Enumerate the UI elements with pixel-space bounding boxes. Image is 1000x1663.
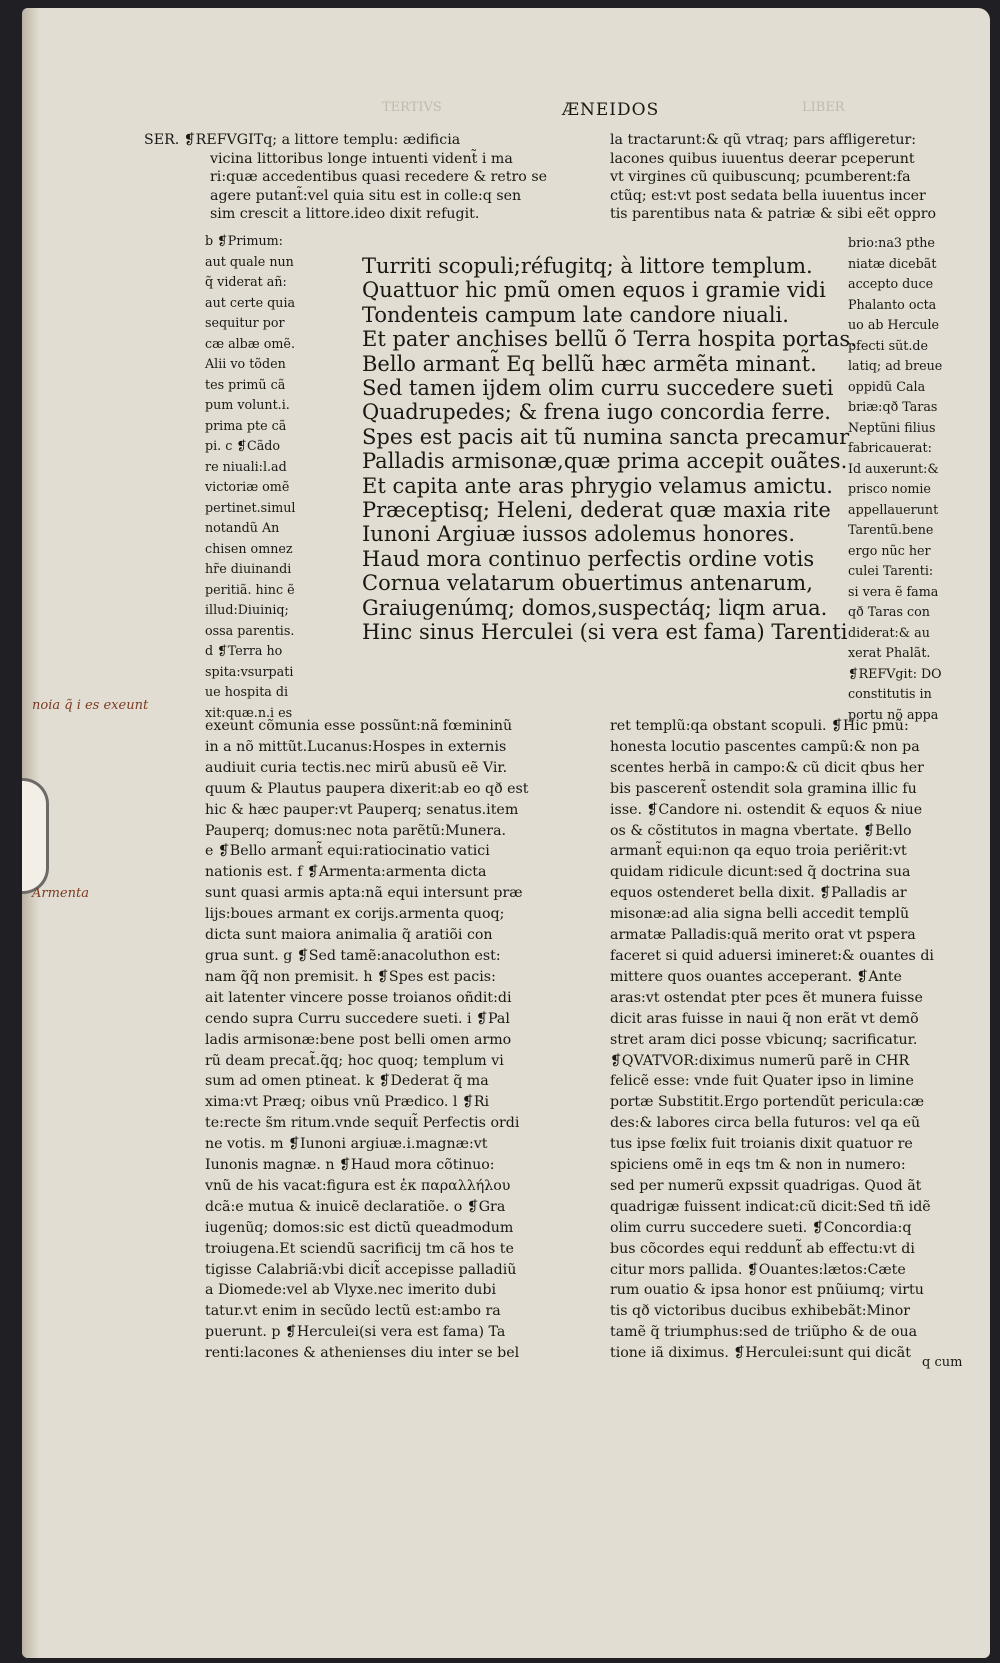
commentary-line: bis pascerent̃ ostendit sola gramina illic fu: [610, 780, 917, 797]
gloss-line: sequitur por: [205, 315, 285, 330]
commentary-line: ctũq; est:vt post sedata bella iuuentus incer: [610, 187, 926, 204]
commentary-line: equos ostenderet bella dixit. ❡Palladis ar: [610, 885, 907, 902]
commentary-line: tus ipse fœlix fuit troianis dixit quatuor re: [610, 1136, 913, 1153]
verse-line: Et capita ante aras phrygio velamus amictu.: [362, 473, 833, 498]
commentary-line: sum ad omen ptineat. k ❡Dederat q̃ ma: [205, 1073, 489, 1090]
commentary-line: vnũ de his vacat:figura est ἐκ παραλλήλου: [205, 1177, 511, 1194]
handwritten-note-upper: noia q̃ i es exeunt: [32, 698, 149, 713]
gloss-line: hr̃e diuinandi: [205, 561, 292, 576]
verse-line: Haud mora continuo perfectis ordine votis: [362, 546, 815, 571]
gloss-line: portu nõ appa: [848, 706, 939, 722]
gloss-line: oppidũ Cala: [848, 378, 926, 394]
commentary-top-right: [610, 131, 980, 224]
commentary-line: portæ Substitit.Ergo portendũt pericula:cæ: [610, 1094, 925, 1111]
commentary-line: exeunt cõmunia esse possũnt:nã fœmininũ: [205, 718, 513, 734]
commentary-line: sed per numerũ expssit quadrigas. Quod ãt: [610, 1177, 922, 1194]
commentary-line: a Diomede:vel ab Vlyxe.nec imerito dubi: [205, 1282, 497, 1299]
commentary-line: troiugena.Et sciendũ sacrificij tm cã hos te: [205, 1240, 514, 1257]
gloss-line: aut certe quia: [205, 294, 296, 310]
commentary-line: puerunt. p ❡Herculei(si vera est fama) Ta: [205, 1324, 506, 1341]
handwritten-note-lower: Armenta: [32, 886, 89, 901]
gloss-line: prisco nomie: [848, 481, 931, 496]
gloss-line: notandũ An: [205, 520, 280, 535]
gloss-line: illud:Diuiniq;: [205, 602, 289, 617]
commentary-line: xima:vt Præq; oibus vnũ Prædico. l ❡Ri: [205, 1094, 490, 1111]
book-page: [22, 8, 990, 1658]
catchword: q cum: [922, 1355, 963, 1370]
verse-line: Quattuor hic pmũ omen equos i gramie vidi: [362, 278, 826, 303]
gloss-line: briæ:qð Taras: [848, 399, 938, 414]
gloss-line: pfecti sũt.de: [848, 337, 929, 353]
commentary-line: renti:lacones & athenienses diu inter se bel: [205, 1345, 520, 1362]
commentary-line: spiciens omẽ in eqs tm & non in numero:: [610, 1157, 906, 1174]
commentary-line: des:& labores circa bella futuros: vel qa eũ: [610, 1115, 921, 1132]
commentary-line: bus cõcordes equi reddunt̃ ab effectu:vt di: [610, 1240, 915, 1257]
verse-block: [362, 254, 857, 645]
gloss-line: culei Tarenti:: [848, 563, 934, 578]
gloss-line: ue hospita di: [205, 684, 289, 699]
commentary-line: lijs:boues armant ex corijs.armenta quoq;: [205, 906, 505, 923]
commentary-line: scentes herbã in campo:& cũ dicit qbus her: [610, 759, 924, 776]
commentary-line: mittere quos ouantes acceperant. ❡Ante: [610, 968, 902, 985]
commentary-line: vt virgines cũ quibuscunq; pcumberent:fa: [610, 169, 911, 186]
gloss-line: Id auxerunt:&: [848, 460, 939, 476]
commentary-line: dicit aras fuisse in naui q̃ non erãt vt demõ: [610, 1010, 919, 1027]
gloss-line: qð Taras con: [848, 604, 930, 619]
commentary-line: olim curru succedere sueti. ❡Concordia:q: [610, 1219, 912, 1236]
commentary-line: tamẽ q̃ triumphus:sed de triũpho & de oua: [610, 1324, 918, 1341]
gloss-line: victoriæ omẽ: [205, 479, 290, 494]
commentary-line: honesta locutio pascentes campũ:& non pa: [610, 738, 920, 755]
commentary-line: tatur.vt enim in secũdo lectũ est:ambo ra: [205, 1303, 501, 1320]
commentary-line: e ❡Bello armant̃ equi:ratiocinatio vatici: [205, 843, 490, 860]
gloss-line: xerat Phalãt.: [848, 645, 931, 660]
gloss-line: cæ albæ omẽ.: [205, 335, 295, 351]
commentary-line: Iunonis magnæ. n ❡Haud mora cõtinuo:: [205, 1157, 495, 1174]
commentary-line: rũ deam precat̃.q̃q; hoc quoq; templum vi: [205, 1052, 504, 1069]
commentary-line: SER. ❡REFVGITq; a littore templu: ædificia: [144, 132, 461, 148]
gloss-line: ergo nũc her: [848, 542, 931, 558]
commentary-line: sim crescit a littore.ideo dixit refugit.: [210, 206, 480, 223]
gloss-line: pertinet.simul: [205, 499, 296, 515]
gloss-line: Neptũni filius: [848, 419, 936, 435]
gloss-line: spita:vsurpati: [205, 663, 294, 679]
show-through-header-left: TERTIVS: [382, 100, 442, 115]
commentary-line: in a nõ mittũt.Lucanus:Hospes in externis: [205, 738, 507, 755]
verse-line: Quadrupedes; & frena iugo concordia ferre.: [362, 400, 831, 425]
commentary-line: hic & hæc pauper:vt Pauperq; senatus.item: [205, 801, 519, 818]
gloss-line: Tarentũ.bene: [848, 522, 934, 537]
commentary-line: armant̃ equi:non qa equo troia periẽrit:vt: [610, 843, 907, 860]
gloss-line: pum volunt.i.: [205, 397, 290, 412]
commentary-line: armatæ Palladis:quã merito orat vt pspera: [610, 927, 916, 944]
commentary-line: stret aram dici posse vbicunq; sacrificatur.: [610, 1031, 918, 1048]
commentary-line: la tractarunt:& qũ vtraq; pars affligeretur:: [610, 132, 917, 148]
gloss-line: q̃ viderat añ:: [205, 274, 287, 289]
commentary-line: ❡QVATVOR:diximus numerũ parẽ in CHR: [610, 1052, 910, 1069]
running-header: ÆNEIDOS: [562, 100, 660, 120]
verse-line: Sed tamen ijdem olim curru succedere sueti: [362, 376, 834, 401]
commentary-line: ret templũ:qa obstant scopuli. ❡Hic pmũ:: [610, 718, 909, 734]
commentary-line: faceret si quid aduersi imineret:& ouantes di: [610, 947, 934, 964]
commentary-bottom-right: [610, 716, 985, 1364]
gloss-line: re niuali:l.ad: [205, 458, 287, 474]
gloss-line: appellauerunt: [848, 501, 939, 517]
gloss-line: pi. c ❡Cãdo: [205, 438, 281, 453]
commentary-line: tione iã diximus. ❡Herculei:sunt qui dicãt: [610, 1345, 911, 1362]
commentary-line: te:recte s̃m ritum.vnde sequit̃ Perfectis ordi: [205, 1115, 520, 1132]
gloss-line: Alii vo tõden: [205, 356, 286, 371]
commentary-line: tis parentibus nata & patriæ & sibi eẽt oppro: [610, 206, 937, 223]
verse-line: Cornua velatarum obuertimus antenarum,: [362, 571, 813, 596]
commentary-line: citur mors pallida. ❡Ouantes:lætos:Cæte: [610, 1261, 906, 1278]
gloss-line: ossa parentis.: [205, 622, 295, 638]
gloss-line: xit:quæ.n.i es: [205, 704, 293, 720]
commentary-line: vicina littoribus longe intuenti vident̃ i ma: [210, 150, 513, 167]
verse-line: Graiugenúmq; domos,suspectáq; liqm arua.: [362, 595, 828, 620]
show-through-header-right: LIBER: [802, 100, 845, 115]
verse-line: Iunoni Argiuæ iussos adolemus honores.: [362, 522, 795, 547]
gloss-line: tes primũ cã: [205, 376, 286, 392]
gloss-line: chisen omnez: [205, 540, 293, 556]
commentary-line: tis qð victoribus ducibus exhibebãt:Minor: [610, 1303, 911, 1320]
commentary-line: dcã:e mutua & inuicẽ declaratiõe. o ❡Gra: [205, 1198, 506, 1215]
commentary-line: ne votis. m ❡Iunoni argiuæ.i.magnæ:vt: [205, 1136, 488, 1153]
gloss-line: Phalanto octa: [848, 296, 937, 312]
gloss-line: latiq; ad breue: [848, 358, 943, 373]
gloss-line: constitutis in: [848, 686, 932, 701]
commentary-line: dicta sunt maiora animalia q̃ aratiõi con: [205, 927, 493, 944]
commentary-line: nationis est. f ❡Armenta:armenta dicta: [205, 864, 487, 881]
commentary-bottom-left: [205, 716, 610, 1364]
commentary-line: felicẽ esse: vnde fuit Quater ipso in limine: [610, 1073, 914, 1090]
commentary-line: isse. ❡Candore ni. ostendit & equos & niue: [610, 801, 923, 818]
commentary-line: iugenũq; domos:sic est dictũ queadmodum: [205, 1219, 514, 1236]
commentary-line: ait latenter vincere posse troianos oñdit:di: [205, 989, 512, 1006]
gloss-line: niatæ dicebãt: [848, 255, 937, 271]
gloss-line: d ❡Terra ho: [205, 643, 283, 658]
verse-line: Palladis armisonæ,quæ prima accepit ouãtes.: [362, 449, 848, 474]
commentary-line: lacones quibus iuuentus deerar pceperunt: [610, 150, 915, 167]
commentary-line: quadrigæ fuissent indicat:cũ dicit:Sed tñ idẽ: [610, 1198, 931, 1215]
commentary-line: cendo supra Curru succedere sueti. i ❡Pal: [205, 1010, 510, 1027]
gloss-line: peritiã. hinc ẽ: [205, 581, 295, 597]
gloss-line: si vera ẽ fama: [848, 583, 939, 599]
gloss-line: ❡REFVgit: DO: [848, 665, 942, 681]
verse-line: Turriti scopuli;réfugitq; à littore templum.: [362, 254, 813, 278]
verse-line: Tondenteis campum late candore niuali.: [362, 302, 789, 327]
verse-line: Hinc sinus Herculei (si vera est fama) Tarenti: [362, 620, 848, 645]
commentary-line: aras:vt ostendat pter pces ẽt munera fuisse: [610, 989, 923, 1006]
verse-line: Bello armant̃ Eq bellũ hæc armẽta minant̃.: [362, 351, 817, 376]
gloss-line: aut quale nun: [205, 253, 294, 269]
gloss-line: diderat:& au: [848, 624, 930, 640]
commentary-line: tigisse Calabriã:vbi dicit̃ accepisse palladiũ: [205, 1261, 517, 1278]
commentary-line: quum & Plautus paupera dixerit:ab eo qð est: [205, 780, 529, 797]
commentary-line: quidam ridicule dicunt:sed q̃ doctrina sua: [610, 864, 911, 881]
verse-line: Et pater anchises bellũ õ Terra hospita portas.: [362, 327, 857, 352]
commentary-top-left: [144, 131, 604, 224]
gloss-column-left: [205, 231, 345, 723]
gloss-column-right: [848, 233, 988, 725]
commentary-line: agere putant̃:vel quia situ est in colle:q sen: [210, 187, 522, 204]
commentary-line: os & cõstitutos in magna vbertate. ❡Bello: [610, 822, 912, 839]
verse-line: Spes est pacis ait tũ numina sancta precamur: [362, 424, 850, 449]
commentary-line: misonæ:ad alia signa belli accedit templũ: [610, 906, 910, 923]
binding-clasp: [22, 778, 49, 894]
commentary-line: Pauperq; domus:nec nota parẽtũ:Munera.: [205, 822, 507, 839]
commentary-line: ladis armisonæ:bene post belli omen armo: [205, 1031, 512, 1048]
commentary-line: nam q̃q̃ non premisit. h ❡Spes est pacis:: [205, 968, 496, 985]
commentary-line: rum ouatio & ipsa honor est pnũiumq; virtu: [610, 1282, 924, 1299]
verse-line: Præceptisq; Heleni, dederat quæ maxia rite: [362, 498, 831, 523]
gloss-line: accepto duce: [848, 276, 934, 291]
gloss-line: b ❡Primum:: [205, 233, 283, 248]
commentary-line: grua sunt. g ❡Sed tamẽ:anacoluthon est:: [205, 947, 501, 964]
gloss-line: brio:na3 pthe: [848, 235, 935, 250]
commentary-line: sunt quasi armis apta:nã equi intersunt præ: [205, 885, 523, 902]
gloss-line: prima pte cã: [205, 417, 287, 433]
commentary-line: ri:quæ accedentibus quasi recedere & retro se: [210, 169, 547, 186]
commentary-line: audiuit curia tectis.nec mirũ abusũ eẽ Vir.: [205, 759, 508, 776]
gloss-line: uo ab Hercule: [848, 317, 940, 332]
gloss-line: fabricauerat:: [848, 440, 932, 455]
